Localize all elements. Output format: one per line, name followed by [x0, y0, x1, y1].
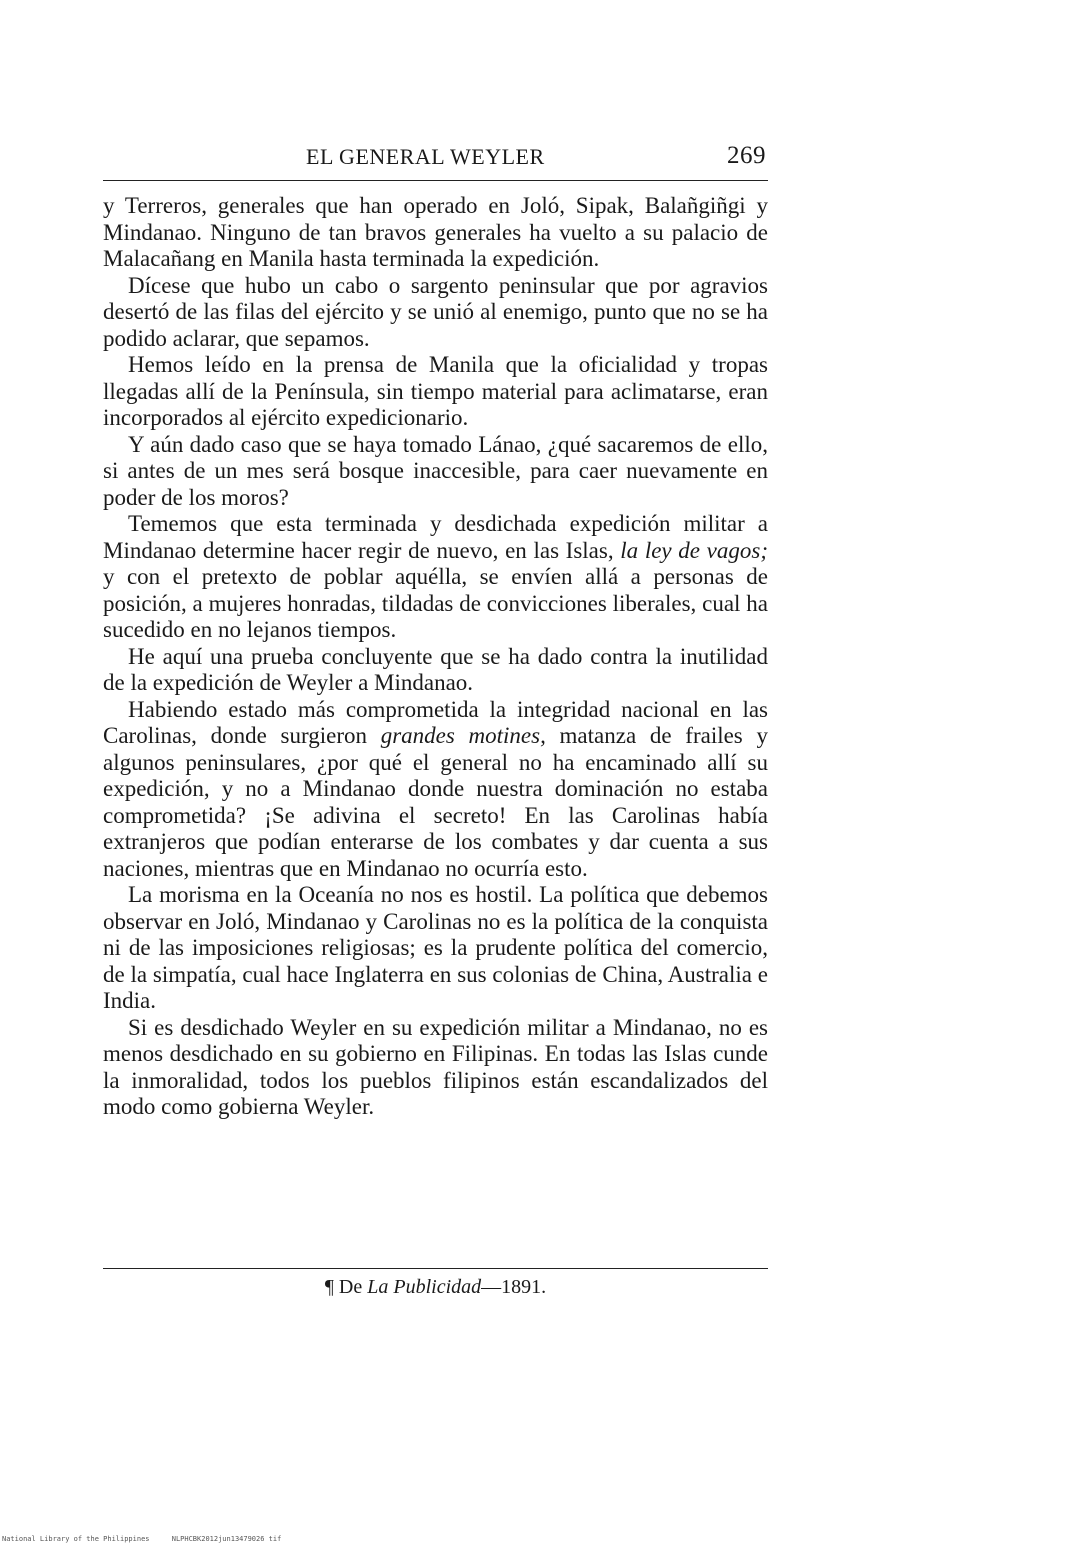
- scan-library: National Library of the Philippines: [2, 1535, 150, 1543]
- pilcrow-mark: ¶: [324, 1276, 334, 1298]
- paragraph: [103, 1015, 768, 1121]
- footnote-year: —1891.: [481, 1276, 547, 1298]
- footnote-source: La Publicidad: [367, 1276, 482, 1298]
- italic-phrase: grandes motines,: [380, 723, 546, 748]
- text-run: y con el pretexto de poblar aquélla, se envíen allá a personas de posición, a mujeres honradas, tildadas de convicciones liberales, cual ha sucedido en no lejanos tiempos.: [103, 564, 768, 642]
- paragraph: [103, 273, 768, 353]
- paragraph: [103, 882, 768, 1015]
- source-footnote: [103, 1276, 768, 1299]
- text-run: Si es desdichado Weyler en su expedición militar a Mindanao, no es menos desdichado en su gobierno en Filipinas. En todas las Islas cunde la inmoralidad, todos los pueblos filipinos están escandalizados del modo como gobierna Weyler.: [103, 1014, 768, 1119]
- paragraph: [103, 644, 768, 697]
- paragraph: [103, 697, 768, 883]
- page-number: 269: [727, 142, 766, 169]
- footnote-rule: [103, 1268, 768, 1269]
- text-run: Tememos que esta terminada y desdichada expedición militar a Mindanao determine hacer regir de nuevo, en las Islas,: [103, 511, 768, 563]
- text-run: y Terreros, generales que han operado en Joló, Sipak, Balañgiñgi y Mindanao. Ninguno de tan bravos generales ha vuelto a su palacio de Malacañang en Manila hasta terminada la expedición.: [103, 193, 768, 271]
- text-run: Y aún dado caso que se haya tomado Lánao, ¿qué sacaremos de ello, si antes de un mes será bosque inaccesible, para caer nuevamente en poder de los moros?: [103, 431, 768, 510]
- text-run: He aquí una prueba concluyente que se ha dado contra la inutilidad de la expedición de Weyler a Mindanao.: [103, 643, 768, 695]
- text-run: matanza de frailes y algunos peninsulares, ¿por qué el general no ha encaminado allí su expedición, y no a Mindanao donde nuestra dominación no estaba comprometida? ¡Se adivina el secreto! En las Carolinas había extranjeros que podían enterarse de los combates y dar cuenta a sus naciones, mientras que en Mindanao no ocurría esto.: [103, 723, 768, 881]
- running-title: EL GENERAL WEYLER: [306, 144, 545, 169]
- paragraph: [103, 193, 768, 273]
- text-run: La morisma en la Oceanía no nos es hostil. La política que debemos observar en Joló, Mindanao y Carolinas no es la política de la conquista ni de las imposiciones religiosas; es la prudente política del comercio, de la simpatía, cual hace Inglaterra en sus colonias de China, Australia e India.: [103, 882, 768, 1013]
- paragraph: [103, 352, 768, 432]
- italic-phrase: la ley de vagos;: [620, 537, 768, 563]
- running-header: [103, 142, 768, 174]
- scan-file-id: NLPHCBK2012jun13479026 tif: [171, 1535, 282, 1543]
- footnote-prefix: De: [338, 1276, 368, 1298]
- text-run: Habiendo estado más comprometida la integridad nacional en las Carolinas, donde surgieron: [103, 696, 768, 748]
- paragraph: [103, 511, 768, 644]
- body-text: [103, 193, 768, 1121]
- text-run: Dícese que hubo un cabo o sargento peninsular que por agravios desertó de las filas del ejército y se unió al enemigo, punto que no se ha podido aclarar, que sepamos.: [103, 272, 768, 351]
- scan-stamp: [2, 1535, 299, 1543]
- text-run: Hemos leído en la prensa de Manila que la oficialidad y tropas llegadas allí de la Península, sin tiempo material para aclimatarse, eran incorporados al ejército expedicionario.: [103, 352, 768, 430]
- paragraph: [103, 432, 768, 512]
- header-rule: [103, 180, 768, 181]
